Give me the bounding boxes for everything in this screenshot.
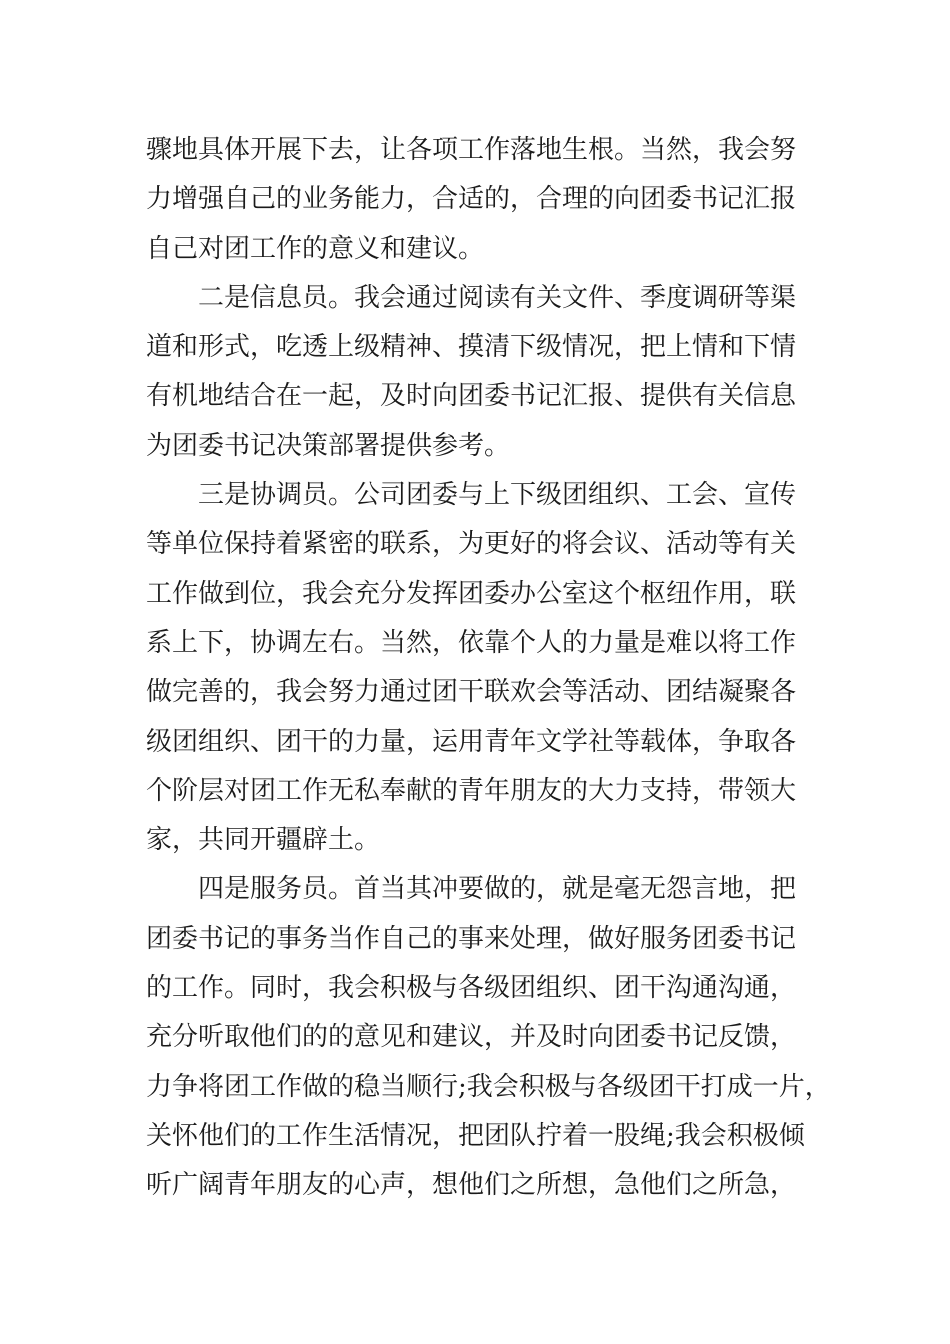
text-line: 个阶层对团工作无私奉献的青年朋友的大力支持，带领大 — [146, 775, 797, 806]
paragraph-start-line: 三是协调员。公司团委与上下级团组织、工会、宣传 — [198, 480, 797, 511]
document-body — [146, 126, 836, 1211]
paragraph-start-line: 四是服务员。首当其冲要做的，就是毫无怨言地，把 — [198, 874, 797, 905]
text-line: 自己对团工作的意义和建议。 — [146, 233, 485, 264]
text-line: 级团组织、团干的力量，运用青年文学社等载体，争取各 — [146, 726, 797, 757]
text-line: 工作做到位，我会充分发挥团委办公室这个枢纽作用，联 — [146, 578, 797, 609]
text-line: 听广阔青年朋友的心声，想他们之所想，急他们之所急， — [146, 1170, 797, 1201]
text-line: 充分听取他们的的意见和建议，并及时向团委书记反馈， — [146, 1022, 797, 1053]
text-line: 团委书记的事务当作自己的事来处理，做好服务团委书记 — [146, 923, 797, 954]
text-line: 关怀他们的工作生活情况，把团队拧着一股绳;我会积极倾 — [146, 1120, 805, 1151]
text-line: 的工作。同时，我会积极与各级团组织、团干沟通沟通， — [146, 973, 797, 1004]
text-line: 做完善的，我会努力通过团干联欢会等活动、团结凝聚各 — [146, 677, 797, 708]
text-line: 道和形式，吃透上级精神、摸清下级情况，把上情和下情 — [146, 332, 797, 363]
text-line: 有机地结合在一起，及时向团委书记汇报、提供有关信息 — [146, 381, 797, 412]
text-line: 家，共同开疆辟土。 — [146, 825, 381, 856]
paragraph-start-line: 二是信息员。我会通过阅读有关文件、季度调研等渠 — [198, 282, 797, 313]
text-line: 骤地具体开展下去，让各项工作落地生根。当然，我会努 — [146, 135, 797, 165]
text-line: 系上下，协调左右。当然，依靠个人的力量是难以将工作 — [146, 627, 797, 658]
text-line: 力争将团工作做的稳当顺行;我会积极与各级团干打成一片， — [146, 1071, 831, 1102]
text-line: 力增强自己的业务能力，合适的，合理的向团委书记汇报 — [146, 184, 797, 215]
text-line: 等单位保持着紧密的联系，为更好的将会议、活动等有关 — [146, 529, 797, 560]
text-line: 为团委书记决策部署提供参考。 — [146, 430, 511, 461]
